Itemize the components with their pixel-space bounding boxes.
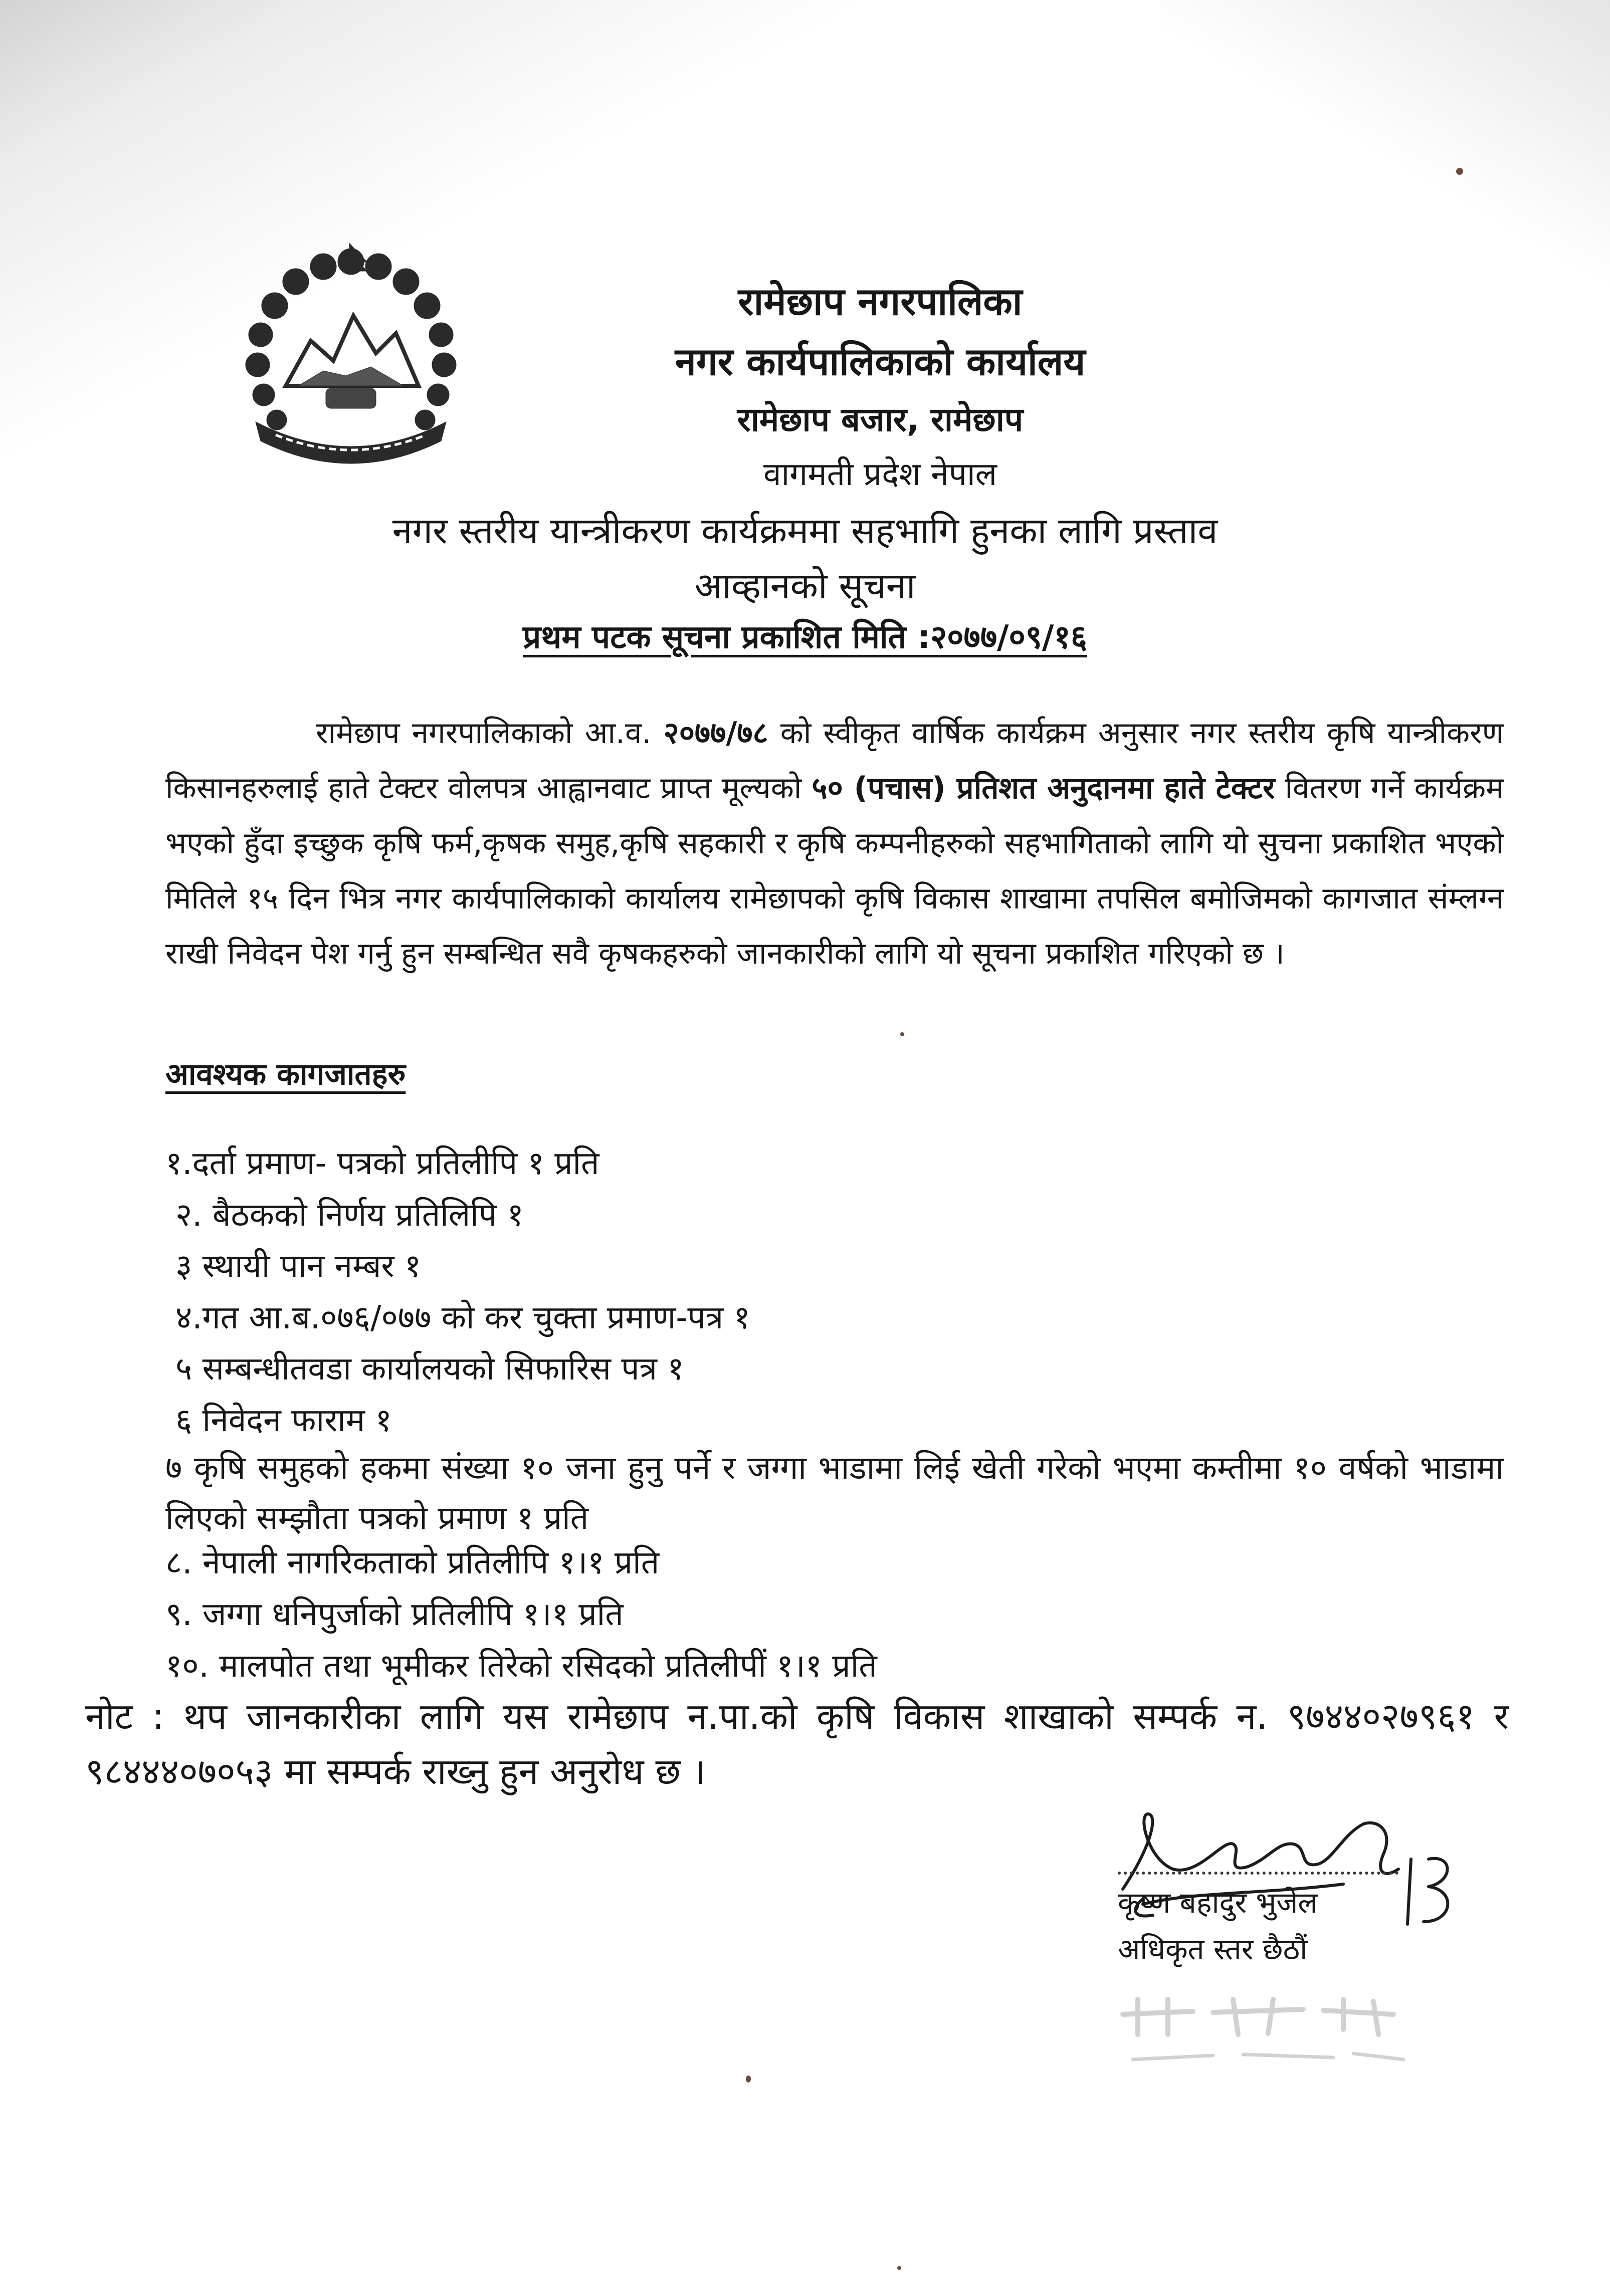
signatory-name: कृष्ण बहादुर भुजेल bbox=[1118, 1886, 1318, 1920]
signature-line bbox=[1118, 1872, 1398, 1875]
publish-date bbox=[0, 614, 1610, 657]
fiscal-year: २०७७/७८ bbox=[663, 716, 768, 751]
requirement-item-10: १०. मालपोत तथा भूमीकर तिरेको रसिदको प्रतिलीपीं १।१ प्रति bbox=[165, 1648, 877, 1685]
stamp-icon bbox=[1093, 1979, 1444, 2080]
subsidy-text: ५० (पचास) प्रतिशत अनुदानमा हाते टेक्टर bbox=[812, 771, 1275, 806]
province-name: वागमती प्रदेश नेपाल bbox=[763, 456, 997, 493]
requirement-item-8: ८. नेपाली नागरिकताको प्रतिलीपि १।१ प्रति bbox=[165, 1544, 660, 1581]
scan-speck bbox=[1456, 168, 1463, 175]
body-part1: रामेछाप नगरपालिकाको आ.व. bbox=[316, 716, 664, 751]
office-name: नगर कार्यपालिकाको कार्यालय bbox=[675, 339, 1086, 384]
publish-date-text: प्रथम पटक सूचना प्रकाशित मिति :२०७७/०९/१६ bbox=[523, 619, 1087, 656]
requirement-item-6: ६ निवेदन फाराम १ bbox=[175, 1402, 392, 1439]
notice-body bbox=[165, 706, 1504, 981]
body-part3: वितरण गर्ने कार्यक्रम भएको हुँदा इच्छुक कृषि फर्म,कृषक समुह,कृषि सहकारी र कृषि कम्पनीहरुको सहभागिताको लागि यो सुचना प्रकाशित भएको मितिले १५ दिन भित्र नगर कार्यपालिकाको कार्यालय रामेछापको कृषि विकास शाखामा तपसिल बमोजिमको कागजात संम्लग्न राखी निवेदन पेश गर्नु हुन सम्बन्धित सवै कृषकहरुको जानकारीको लागि यो सूचना प्रकाशित गरिएको छ । bbox=[165, 771, 1504, 971]
requirement-item-2: २. बैठकको निर्णय प्रतिलिपि १ bbox=[175, 1197, 524, 1234]
requirement-item-9: ९. जग्गा धनिपुर्जाको प्रतिलीपि १।१ प्रति bbox=[165, 1596, 624, 1633]
municipality-name: रामेछाप नगरपालिका bbox=[738, 279, 1023, 324]
notice-title-line2: आव्हानको सूचना bbox=[694, 565, 916, 607]
scan-shadow-right bbox=[1159, 0, 1610, 301]
body-part2: को स्वीकृत वार्षिक कार्यक्रम अनुसार नगर स्तरीय कृषि यान्त्रीकरण किसानहरुलाई हाते टेक्टर वोलपत्र आह्वानवाट प्राप्त मूल्यको bbox=[165, 716, 1504, 806]
contact-note: नोट : थप जानकारीका लागि यस रामेछाप न.पा.को कृषि विकास शाखाको सम्पर्क न. ९७४४०२७९६१ र ९८४४४०७०५३ मा सम्पर्क राख्नु हुन अनुरोध छ । bbox=[85, 1695, 1509, 1792]
scan-speck bbox=[746, 2076, 751, 2083]
requirements-heading: आवश्यक कागजातहरु bbox=[165, 1057, 406, 1092]
office-address: रामेछाप बजार, रामेछाप bbox=[737, 400, 1024, 439]
requirement-item-3: ३ स्थायी पान नम्बर १ bbox=[175, 1248, 422, 1285]
requirement-item-1: १.दर्ता प्रमाण- पत्रको प्रतिलीपि १ प्रति bbox=[165, 1145, 599, 1182]
signatory-position: अधिकृत स्तर छैठौं bbox=[1118, 1932, 1308, 1966]
scan-speck bbox=[900, 1032, 904, 1036]
requirement-item-5: ५ सम्बन्धीतवडा कार्यालयको सिफारिस पत्र १ bbox=[175, 1350, 684, 1388]
notice-title-line1: नगर स्तरीय यान्त्रीकरण कार्यक्रममा सहभागि हुनका लागि प्रस्ताव bbox=[392, 510, 1218, 552]
requirement-item-7: ७ कृषि समुहको हकमा संख्या १० जना हुनु पर्ने र जग्गा भाडामा लिई खेती गरेको भएमा कम्तीमा १० वर्षको भाडामा लिएको सम्झौता पत्रको प्रमाण १ प्रति bbox=[165, 1450, 1504, 1537]
scan-speck bbox=[897, 2266, 901, 2270]
requirement-item-4: ४.गत आ.ब.०७६/०७७ को कर चुक्ता प्रमाण-पत्र १ bbox=[175, 1299, 750, 1336]
